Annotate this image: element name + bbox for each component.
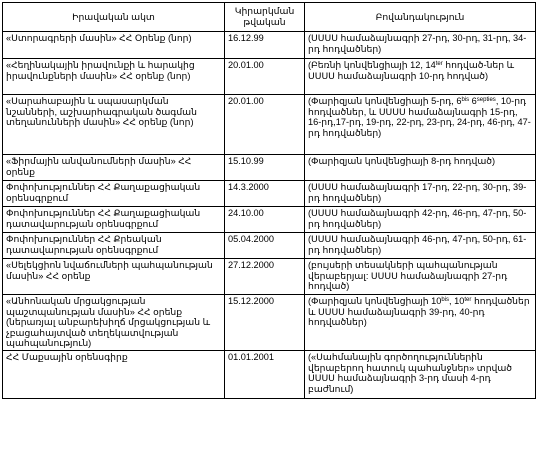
date-cell: 01.01.2001 <box>225 350 305 398</box>
act-cell: «Ստորագրերի մասին» ՀՀ Օրենք (նոր) <box>3 32 225 59</box>
table-row <box>3 181 536 207</box>
header-content: Բովանդակություն <box>305 3 536 32</box>
content-cell: (Փարիզյան կոնվենցիայի 8-րդ հոդված) <box>305 155 536 181</box>
content-cell: (ՍՍՍՍ համաձայնագրի 17-րդ, 22-րդ, 30-րդ, 39-րդ հոդվածներ) <box>305 181 536 207</box>
date-cell: 20.01.00 <box>225 95 305 155</box>
content-text: (Բեռնի կոնվենցիայի 12, 14 <box>308 60 436 70</box>
legal-acts-table <box>2 2 536 399</box>
table-row <box>3 32 536 59</box>
table-row <box>3 295 536 351</box>
act-cell: Փոփոխություններ ՀՀ Քաղաքացիական օրենսգրքում <box>3 181 225 207</box>
header-date: Կիրարկման թվական <box>225 3 305 32</box>
content-superscript: bis <box>461 97 470 103</box>
act-cell: «Հեղինակային իրավունքի և հարակից իրավունքների մասին» ՀՀ օրենք (նոր) <box>3 59 225 95</box>
content-cell <box>305 59 536 95</box>
content-cell: (ՍՍՍՍ համաձայնագրի 42-րդ, 46-րդ, 47-րդ, 50-րդ հոդվածներ) <box>305 207 536 233</box>
content-cell: («Սահմանային գործողություններին վերաբերող հատուկ պահանջներ» տրված ՍՍՍՍ համաձայնագրի 3-րդ մասի 4-րդ բաժնում) <box>305 350 536 398</box>
act-cell: Փոփոխություններ ՀՀ Քրեական դատավարության օրենսգրքում <box>3 233 225 259</box>
date-cell: 24.10.00 <box>225 207 305 233</box>
content-superscript: septies <box>476 97 496 103</box>
act-cell: Փոփոխություններ ՀՀ Քաղաքացիական դատավարության օրենսգրքում <box>3 207 225 233</box>
date-cell: 15.12.2000 <box>225 295 305 351</box>
content-superscript: bis <box>441 297 450 303</box>
act-cell: «Անհոնական մրցակցության պաշտպանության մասին» ՀՀ օրենք (ներառյալ անբարեխիղճ մրցակցության և չբացահայտված տեղեկատվության պահպանություն) <box>3 295 225 351</box>
table-row <box>3 207 536 233</box>
content-text: , 10 <box>449 296 465 306</box>
content-cell <box>305 295 536 351</box>
table-row <box>3 350 536 398</box>
date-cell: 05.04.2000 <box>225 233 305 259</box>
act-cell: «Ֆիրմային անվանումների մասին» ՀՀ օրենք <box>3 155 225 181</box>
date-cell: 15.10.99 <box>225 155 305 181</box>
header-act: Իրավական ակտ <box>3 3 225 32</box>
table-header-row <box>3 3 536 32</box>
act-cell: «Սարահաբային և սպասարկման նշանների, աշխարհագրական ծագման տեղանունների մասին» ՀՀ օրենք (նոր) <box>3 95 225 155</box>
date-cell: 20.01.00 <box>225 59 305 95</box>
table-row <box>3 155 536 181</box>
content-text: (Փարիզյան կոնվենցիայի 10 <box>308 296 442 306</box>
content-text: , 10-րդ հոդվածներ, և ՍՍՍՍ համաձայնագրի 15-րդ, 16-րդ,17-րդ, 19-րդ, 22-րդ, 23-րդ, 24-րդ, 46-րդ, 47-րդ հոդվածներ) <box>308 96 531 138</box>
table-row <box>3 259 536 295</box>
content-cell <box>305 95 536 155</box>
act-cell: ՀՀ Մաքսային օրենսգիրք <box>3 350 225 398</box>
content-text: հոդվածներ և ՍՍՍՍ համաձայնագրի 39-րդ, 40-րդ հոդվածներ) <box>308 296 530 328</box>
table-row <box>3 233 536 259</box>
content-cell: (ՍՍՍՍ համաձայնագրի 46-րդ, 47-րդ, 50-րդ, 61-րդ հոդվածներ) <box>305 233 536 259</box>
table-row <box>3 95 536 155</box>
table-row <box>3 59 536 95</box>
content-superscript: ter <box>464 297 472 303</box>
content-text: հոդված-ներ և ՍՍՍՍ համաձայնագրի 10-րդ հոդված) <box>308 60 515 81</box>
date-cell: 14.3.2000 <box>225 181 305 207</box>
act-cell: «Սելեկցիոն նվաճումների պահպանության մասին» ՀՀ օրենք <box>3 259 225 295</box>
content-cell: (ՍՍՍՍ համաձայնագրի 27-րդ, 30-րդ, 31-րդ, 34-րդ հոդվածներ) <box>305 32 536 59</box>
content-superscript: ter <box>435 61 443 67</box>
content-text: (Փարիզյան կոնվենցիայի 5-րդ, 6 <box>308 96 462 106</box>
date-cell: 16.12.99 <box>225 32 305 59</box>
content-text: 6 <box>469 96 477 106</box>
content-cell: (բույսերի տեսակների պահպանության վերաբերյալ: ՍՍՍՍ համաձայնագրի 27-րդ հոդված) <box>305 259 536 295</box>
date-cell: 27.12.2000 <box>225 259 305 295</box>
